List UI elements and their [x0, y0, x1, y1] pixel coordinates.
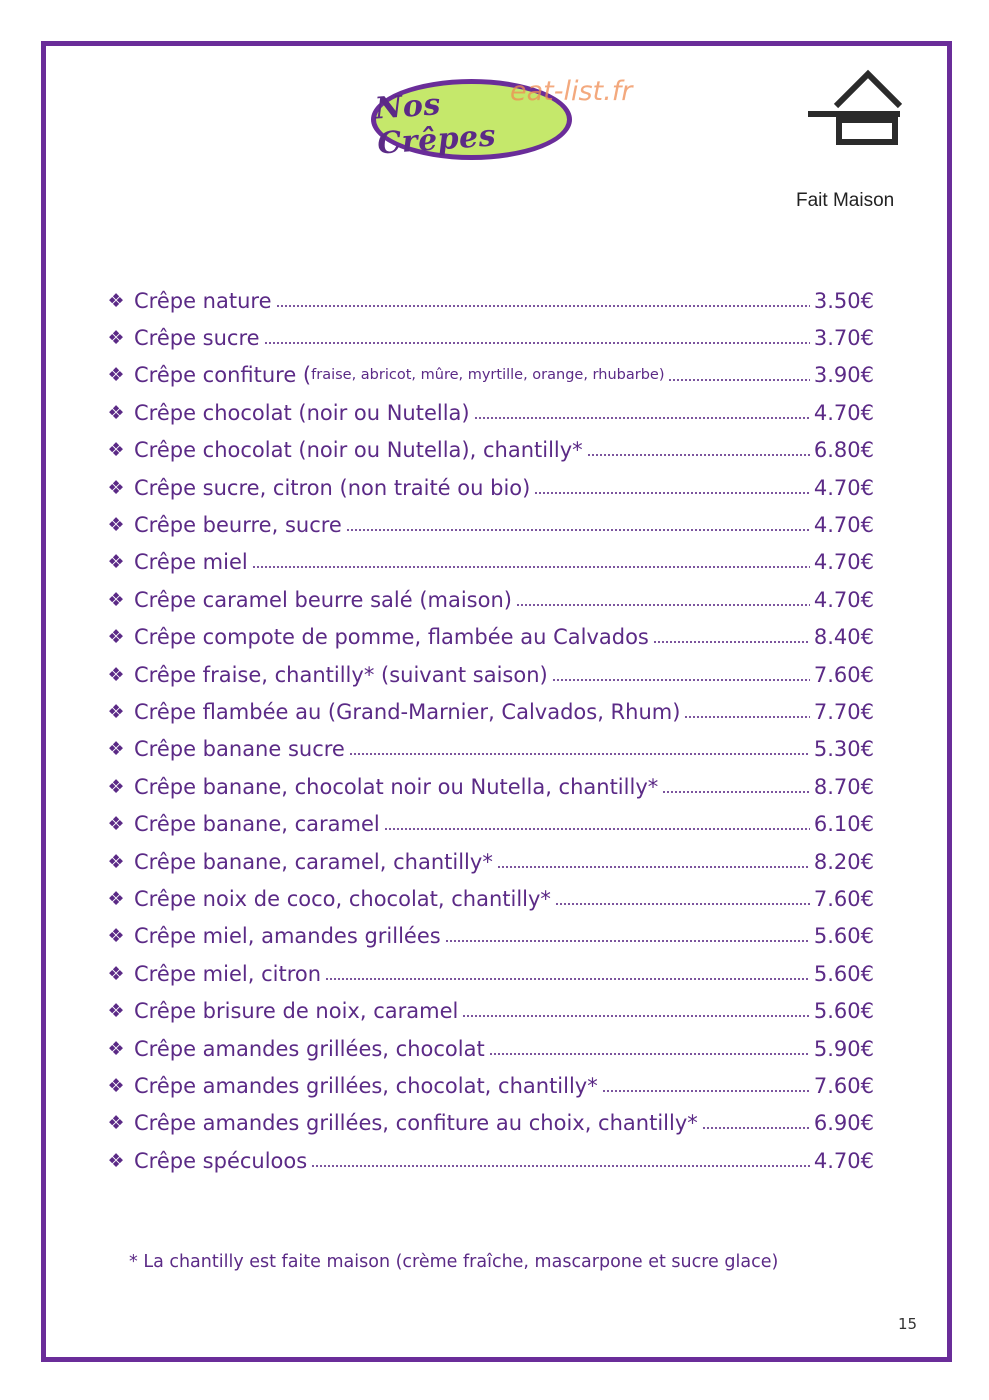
menu-item: [104, 581, 874, 618]
menu-item-name: Crêpe banane, caramel, chantilly*: [134, 849, 493, 874]
menu-item-price: 4.70€: [813, 513, 874, 538]
dot-leader: [474, 417, 810, 419]
bullet-icon: ❖: [107, 1074, 125, 1097]
menu-item-price: 3.50€: [813, 288, 874, 313]
menu-item-price: 5.60€: [813, 961, 874, 986]
bullet-icon: ❖: [107, 364, 125, 387]
menu-item-name: Crêpe sucre, citron (non traité ou bio): [134, 475, 531, 500]
menu-item-name: Crêpe beurre, sucre: [134, 513, 342, 538]
bullet-icon: ❖: [107, 663, 125, 686]
menu-item-price: 6.80€: [813, 438, 874, 463]
dot-leader: [445, 940, 810, 942]
menu-item-name: Crêpe miel, amandes grillées: [134, 924, 441, 949]
menu-item-price: 5.30€: [813, 737, 874, 762]
menu-item-name: Crêpe confiture (: [134, 363, 312, 388]
menu-item-name: Crêpe fraise, chantilly* (suivant saison): [134, 662, 548, 687]
menu-item: [104, 843, 874, 880]
menu-item: [104, 656, 874, 693]
menu-item: [104, 619, 874, 656]
bullet-icon: ❖: [107, 626, 125, 649]
menu-item: [104, 992, 874, 1029]
menu-item: [104, 918, 874, 955]
dot-leader: [534, 492, 810, 494]
bullet-icon: ❖: [107, 401, 125, 424]
bullet-icon: ❖: [107, 1149, 125, 1172]
dot-leader: [276, 305, 810, 307]
menu-item-price: 4.70€: [813, 475, 874, 500]
menu-item-price: 7.60€: [813, 1073, 874, 1098]
menu-item: [104, 880, 874, 917]
menu-item-name: Crêpe banane, chocolat noir ou Nutella, chantilly*: [134, 774, 659, 799]
bullet-icon: ❖: [107, 476, 125, 499]
menu-item: [104, 282, 874, 319]
menu-item-name: Crêpe amandes grillées, chocolat: [134, 1036, 485, 1061]
dot-leader: [587, 454, 810, 456]
menu-item: [104, 693, 874, 730]
dot-leader: [384, 828, 810, 830]
menu-item-name: Crêpe flambée au (Grand-Marnier, Calvados, Rhum): [134, 699, 681, 724]
menu-item-price: 8.70€: [813, 774, 874, 799]
menu-list: [104, 282, 874, 1179]
menu-item: [104, 319, 874, 356]
menu-item-price: 5.60€: [813, 924, 874, 949]
menu-item-name: Crêpe amandes grillées, confiture au choix, chantilly*: [134, 1111, 698, 1136]
menu-item-name: Crêpe nature: [134, 288, 272, 313]
bullet-icon: ❖: [107, 887, 125, 910]
menu-item: [104, 955, 874, 992]
menu-item-name: Crêpe chocolat (noir ou Nutella): [134, 400, 470, 425]
menu-item: [104, 1030, 874, 1067]
menu-item-name: Crêpe banane sucre: [134, 737, 345, 762]
bullet-icon: ❖: [107, 1112, 125, 1135]
page-title: Nos Crêpes: [373, 86, 498, 162]
menu-item: [104, 506, 874, 543]
dot-leader: [653, 641, 810, 643]
menu-item-name: Crêpe miel, citron: [134, 961, 322, 986]
menu-item: [104, 469, 874, 506]
dot-leader: [516, 604, 810, 606]
dot-leader: [684, 716, 809, 718]
dot-leader: [349, 753, 810, 755]
menu-item-name: Crêpe caramel beurre salé (maison): [134, 587, 512, 612]
menu-item-price: 5.60€: [813, 999, 874, 1024]
menu-item: [104, 544, 874, 581]
menu-item-name: Crêpe compote de pomme, flambée au Calvados: [134, 625, 649, 650]
footnote: * La chantilly est faite maison (crème fraîche, mascarpone et sucre glace): [129, 1252, 779, 1272]
menu-item-price: 4.70€: [813, 550, 874, 575]
menu-item: [104, 394, 874, 431]
menu-item-name: Crêpe miel: [134, 550, 248, 575]
bullet-icon: ❖: [107, 813, 125, 836]
menu-item-price: 4.70€: [813, 1148, 874, 1173]
menu-item-price: 7.60€: [813, 886, 874, 911]
menu-item-price: 3.90€: [813, 363, 874, 388]
bullet-icon: ❖: [107, 289, 125, 312]
dot-leader: [662, 791, 810, 793]
menu-item-price: 4.70€: [813, 400, 874, 425]
dot-leader: [346, 529, 810, 531]
menu-item-price: 5.90€: [813, 1036, 874, 1061]
dot-leader: [264, 342, 810, 344]
bullet-icon: ❖: [107, 327, 125, 350]
menu-item: [104, 731, 874, 768]
menu-item: [104, 1105, 874, 1142]
bullet-icon: ❖: [107, 551, 125, 574]
watermark: eat-list.fr: [510, 76, 633, 107]
menu-item-price: 6.10€: [813, 812, 874, 837]
dot-leader: [489, 1053, 810, 1055]
menu-item-name: Crêpe spéculoos: [134, 1148, 308, 1173]
menu-item-name: Crêpe chocolat (noir ou Nutella), chantilly*: [134, 438, 583, 463]
bullet-icon: ❖: [107, 1037, 125, 1060]
bullet-icon: ❖: [107, 775, 125, 798]
menu-item-name: Crêpe sucre: [134, 326, 260, 351]
fait-maison-label: Fait Maison: [796, 190, 895, 211]
menu-item-price: 8.40€: [813, 625, 874, 650]
page-number: 15: [898, 1315, 918, 1333]
dot-leader: [555, 903, 810, 905]
menu-item: [104, 1067, 874, 1104]
bullet-icon: ❖: [107, 850, 125, 873]
menu-item: [104, 805, 874, 842]
menu-item: [104, 432, 874, 469]
menu-item: [104, 1142, 874, 1179]
bullet-icon: ❖: [107, 1000, 125, 1023]
menu-item: [104, 357, 874, 394]
menu-item-name: Crêpe amandes grillées, chocolat, chantilly*: [134, 1073, 598, 1098]
menu-item: [104, 768, 874, 805]
dot-leader: [668, 379, 809, 381]
bullet-icon: ❖: [107, 925, 125, 948]
dot-leader: [702, 1127, 810, 1129]
menu-item-price: 6.90€: [813, 1111, 874, 1136]
menu-item-price: 7.70€: [813, 699, 874, 724]
menu-item-price: 4.70€: [813, 587, 874, 612]
dot-leader: [497, 866, 810, 868]
menu-item-price: 3.70€: [813, 326, 874, 351]
menu-item-name: Crêpe noix de coco, chocolat, chantilly*: [134, 886, 551, 911]
menu-item-price: 8.20€: [813, 849, 874, 874]
bullet-icon: ❖: [107, 700, 125, 723]
dot-leader: [325, 978, 810, 980]
bullet-icon: ❖: [107, 588, 125, 611]
dot-leader: [552, 679, 810, 681]
bullet-icon: ❖: [107, 962, 125, 985]
menu-item-name: Crêpe brisure de noix, caramel: [134, 999, 459, 1024]
menu-item-note: fraise, abricot, mûre, myrtille, orange, rhubarbe): [311, 367, 665, 384]
menu-item-price: 7.60€: [813, 662, 874, 687]
dot-leader: [311, 1165, 810, 1167]
bullet-icon: ❖: [107, 738, 125, 761]
dot-leader: [462, 1015, 810, 1017]
bullet-icon: ❖: [107, 514, 125, 537]
house-icon: [806, 68, 902, 146]
menu-item-name: Crêpe banane, caramel: [134, 812, 380, 837]
dot-leader: [602, 1090, 810, 1092]
dot-leader: [252, 566, 810, 568]
bullet-icon: ❖: [107, 439, 125, 462]
